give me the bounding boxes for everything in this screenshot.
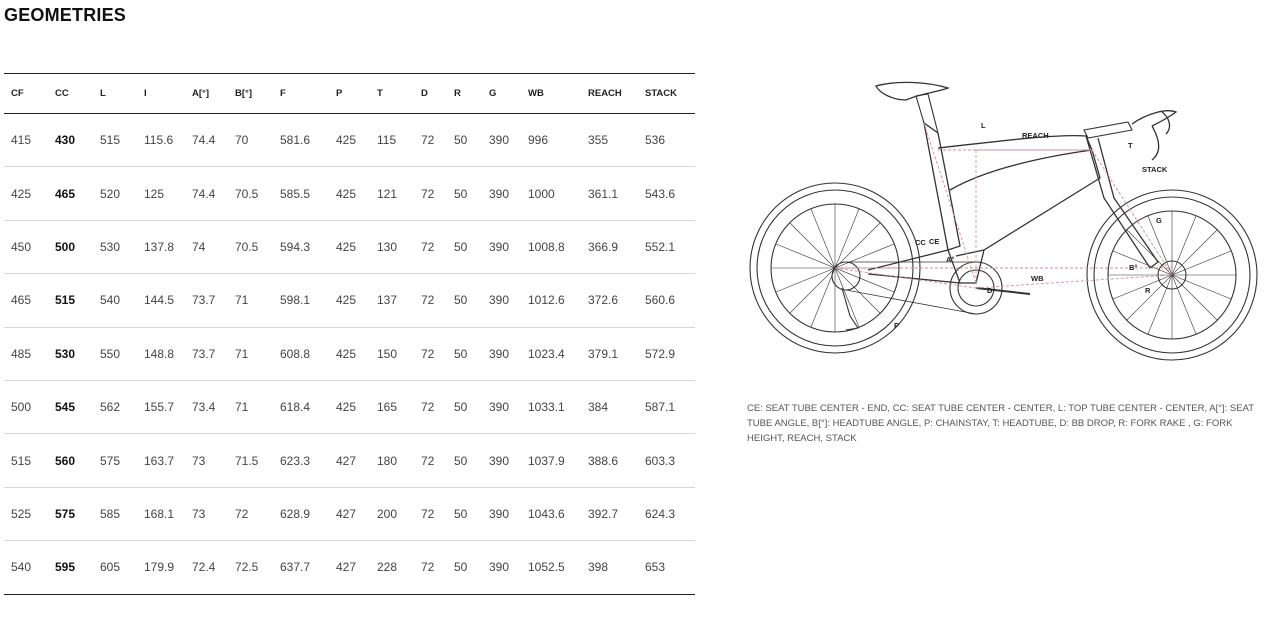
table-cell: 608.8 — [273, 327, 329, 380]
table-row — [4, 380, 695, 433]
table-row — [4, 220, 695, 273]
table-cell: 427 — [336, 560, 357, 575]
table-cell: 390 — [482, 220, 521, 273]
table-cell: 427 — [329, 487, 370, 540]
table-cell: 50 — [454, 560, 468, 575]
table-cell: 996 — [521, 114, 581, 167]
table-row — [4, 434, 695, 487]
table-cell: 70.5 — [228, 220, 273, 273]
table-cell: 392.7 — [581, 487, 638, 540]
table-cell: 398 — [588, 560, 609, 575]
table-cell: 71 — [228, 327, 273, 380]
table-cell: 73.7 — [185, 327, 228, 380]
table-cell: 50 — [447, 434, 482, 487]
table-cell: 628.9 — [273, 487, 329, 540]
legend-caption: CE: SEAT TUBE CENTER - END, CC: SEAT TUBE CENTER - CENTER, L: TOP TUBE CENTER - CENTER, A[°]: SEAT TUBE ANGLE, B[°]: HEADTUBE ANGLE, P: CHAINSTAY, T: HEADTUBE, D: BB DROP, R: FORK RAKE , G: FORK HEIGHT, REACH, STACK — [747, 403, 1254, 444]
table-cell: 637.7 — [280, 560, 311, 575]
table-cell: 388.6 — [581, 434, 638, 487]
table-cell: 425 — [329, 220, 370, 273]
table-cell: 425 — [329, 274, 370, 327]
table-cell: 366.9 — [581, 220, 638, 273]
table-cell: 595 — [55, 560, 76, 575]
table-cell: 168.1 — [137, 487, 185, 540]
table-row — [4, 487, 695, 540]
table-cell: 72 — [421, 560, 435, 575]
bike-geometry-diagram — [748, 78, 1260, 390]
table-cell: 50 — [447, 114, 482, 167]
table-cell: 1000 — [521, 167, 581, 220]
table-row — [4, 114, 695, 167]
table-cell: 72 — [414, 380, 447, 433]
table-cell: 415 — [4, 114, 48, 167]
table-cell: 425 — [329, 167, 370, 220]
column-header: G — [482, 74, 521, 114]
table-cell: 585 — [93, 487, 137, 540]
table-cell: 150 — [370, 327, 414, 380]
table-cell: 144.5 — [137, 274, 185, 327]
table-row — [4, 541, 695, 594]
table-cell: 390 — [482, 327, 521, 380]
label-reach: REACH — [1022, 131, 1049, 140]
table-cell: 530 — [93, 220, 137, 273]
table-cell: 50 — [447, 167, 482, 220]
table-cell: 500 — [48, 220, 93, 273]
table-cell: 72 — [414, 220, 447, 273]
table-cell: 115 — [370, 114, 414, 167]
column-header: L — [93, 74, 137, 114]
label-a: A° — [946, 255, 955, 264]
column-header: I — [137, 74, 185, 114]
rear-cassette — [832, 262, 860, 290]
seatpost — [916, 94, 938, 133]
frame — [868, 123, 1158, 283]
table-cell: 552.1 — [638, 220, 695, 273]
column-header: P — [329, 74, 370, 114]
table-cell: 653 — [645, 560, 666, 575]
table-cell: 50 — [447, 274, 482, 327]
column-header: B[°] — [228, 74, 273, 114]
label-l: L — [981, 121, 986, 130]
table-cell: 72 — [414, 114, 447, 167]
table-cell: 543.6 — [638, 167, 695, 220]
table-cell: 572.9 — [638, 327, 695, 380]
table-cell: 550 — [93, 327, 137, 380]
table-cell: 73 — [185, 434, 228, 487]
table-cell: 200 — [370, 487, 414, 540]
table-cell: 390 — [482, 114, 521, 167]
table-cell: 72 — [414, 434, 447, 487]
table-cell: 72 — [414, 487, 447, 540]
table-cell: 515 — [4, 434, 48, 487]
table-cell: 121 — [370, 167, 414, 220]
table-cell: 390 — [489, 560, 510, 575]
table-cell: 355 — [581, 114, 638, 167]
table-cell: 1037.9 — [521, 434, 581, 487]
table-cell: 1052.5 — [528, 560, 565, 575]
table-cell: 540 — [11, 560, 32, 575]
table-cell: 624.3 — [638, 487, 695, 540]
column-header: WB — [521, 74, 581, 114]
table-cell: 430 — [48, 114, 93, 167]
label-cc: CC — [915, 238, 926, 247]
table-cell: 390 — [482, 434, 521, 487]
table-cell: 73.4 — [185, 380, 228, 433]
table-cell: 390 — [482, 380, 521, 433]
table-cell: 74.4 — [185, 167, 228, 220]
label-t: T — [1128, 141, 1133, 150]
table-cell: 74.4 — [185, 114, 228, 167]
table-cell: 581.6 — [273, 114, 329, 167]
table-cell: 525 — [4, 487, 48, 540]
table-cell: 70 — [228, 114, 273, 167]
table-cell: 70.5 — [228, 167, 273, 220]
derailleur — [842, 288, 858, 330]
geometry-guides — [835, 123, 1172, 288]
stem — [1084, 122, 1132, 138]
table-cell: 603.3 — [638, 434, 695, 487]
column-header: CC — [48, 74, 93, 114]
page-title: GEOMETRIES — [4, 5, 127, 25]
table-cell: 372.6 — [581, 274, 638, 327]
table-cell: 137.8 — [137, 220, 185, 273]
saddle — [876, 82, 948, 100]
label-b: B° — [1129, 263, 1138, 272]
column-header: D — [414, 74, 447, 114]
label-p: P — [894, 321, 900, 330]
table-cell: 425 — [329, 380, 370, 433]
table-cell: 598.1 — [273, 274, 329, 327]
table-cell: 390 — [482, 167, 521, 220]
table-cell: 530 — [48, 327, 93, 380]
table-cell: 562 — [93, 380, 137, 433]
table-cell: 361.1 — [581, 167, 638, 220]
table-cell: 425 — [329, 327, 370, 380]
table-cell: 390 — [482, 274, 521, 327]
table-cell: 228 — [377, 560, 398, 575]
geometry-table-body — [4, 114, 695, 595]
table-cell: 72.5 — [235, 560, 259, 575]
table-cell: 623.3 — [273, 434, 329, 487]
table-cell: 425 — [4, 167, 48, 220]
geometry-table — [4, 73, 695, 595]
table-cell: 73 — [185, 487, 228, 540]
column-header: R — [447, 74, 482, 114]
table-cell: 605 — [100, 560, 121, 575]
table-cell: 1012.6 — [521, 274, 581, 327]
table-cell: 73.7 — [185, 274, 228, 327]
table-cell: 72 — [414, 167, 447, 220]
table-cell: 1043.6 — [521, 487, 581, 540]
table-cell: 1033.1 — [521, 380, 581, 433]
table-cell: 465 — [4, 274, 48, 327]
table-cell: 74 — [185, 220, 228, 273]
column-header: A[°] — [185, 74, 228, 114]
table-cell: 450 — [4, 220, 48, 273]
table-cell: 180 — [370, 434, 414, 487]
table-cell: 465 — [48, 167, 93, 220]
table-cell: 163.7 — [137, 434, 185, 487]
table-cell: 427 — [329, 434, 370, 487]
table-cell: 155.7 — [137, 380, 185, 433]
label-stack: STACK — [1142, 165, 1168, 174]
table-cell: 1023.4 — [521, 327, 581, 380]
table-cell: 71 — [228, 274, 273, 327]
table-cell: 72.4 — [192, 560, 216, 575]
label-g: G — [1156, 216, 1162, 225]
table-cell: 72 — [414, 274, 447, 327]
table-cell: 540 — [93, 274, 137, 327]
table-cell: 71.5 — [228, 434, 273, 487]
table-row — [4, 274, 695, 327]
table-cell: 515 — [93, 114, 137, 167]
handlebar — [1132, 111, 1176, 160]
table-cell: 148.8 — [137, 327, 185, 380]
table-cell: 515 — [48, 274, 93, 327]
label-d: D — [987, 286, 993, 295]
column-header: STACK — [638, 74, 695, 114]
table-cell: 72 — [228, 487, 273, 540]
table-cell: 125 — [137, 167, 185, 220]
table-cell: 71 — [228, 380, 273, 433]
table-cell: 618.4 — [273, 380, 329, 433]
table-cell: 500 — [4, 380, 48, 433]
column-header: F — [273, 74, 329, 114]
crank-arm — [976, 288, 1030, 294]
table-cell: 485 — [4, 327, 48, 380]
table-row — [4, 327, 695, 380]
column-header: REACH — [581, 74, 638, 114]
table-cell: 72 — [414, 327, 447, 380]
table-cell: 379.1 — [581, 327, 638, 380]
table-cell: 587.1 — [638, 380, 695, 433]
table-cell: 137 — [370, 274, 414, 327]
table-cell: 390 — [482, 487, 521, 540]
table-cell: 520 — [93, 167, 137, 220]
column-header: CF — [4, 74, 48, 114]
table-cell: 575 — [93, 434, 137, 487]
table-cell: 130 — [370, 220, 414, 273]
label-ce: CE — [929, 237, 940, 246]
label-r: R — [1145, 286, 1151, 295]
geometry-table-header — [4, 74, 695, 114]
table-cell: 115.6 — [137, 114, 185, 167]
table-row — [4, 167, 695, 220]
table-cell: 50 — [447, 487, 482, 540]
table-cell: 594.3 — [273, 220, 329, 273]
header-row — [4, 74, 695, 114]
table-cell: 1008.8 — [521, 220, 581, 273]
table-cell: 50 — [447, 220, 482, 273]
table-cell: 560.6 — [638, 274, 695, 327]
table-cell: 50 — [447, 380, 482, 433]
table-cell: 179.9 — [144, 560, 175, 575]
label-wb: WB — [1031, 274, 1044, 283]
table-cell: 165 — [370, 380, 414, 433]
table-cell: 384 — [581, 380, 638, 433]
table-cell: 585.5 — [273, 167, 329, 220]
table-cell: 425 — [329, 114, 370, 167]
table-cell: 575 — [48, 487, 93, 540]
column-header: T — [370, 74, 414, 114]
table-cell: 560 — [48, 434, 93, 487]
table-cell: 50 — [447, 327, 482, 380]
table-cell: 536 — [638, 114, 695, 167]
table-cell: 545 — [48, 380, 93, 433]
